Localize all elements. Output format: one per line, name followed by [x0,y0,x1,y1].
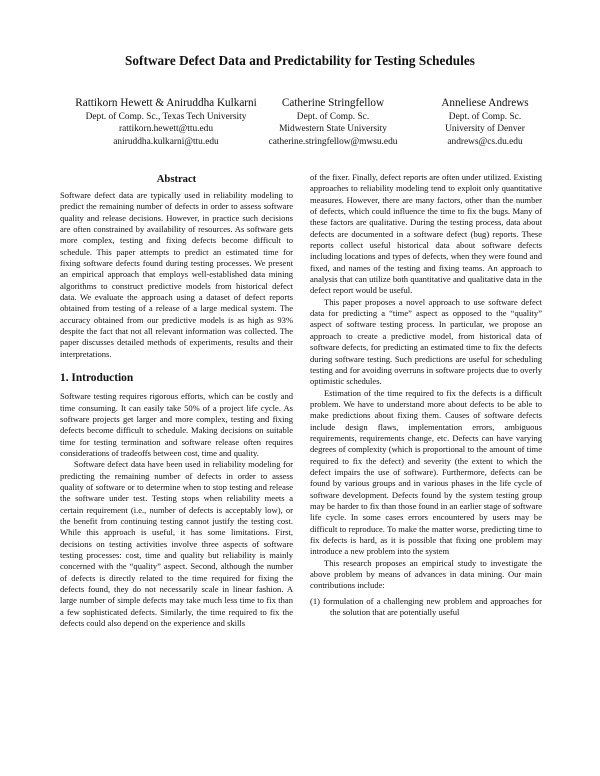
author-affiliation: Midwestern State University [279,124,387,135]
author-email: aniruddha.kulkarni@ttu.edu [113,136,219,147]
abstract-heading: Abstract [156,174,197,185]
abstract-text: Software defect data are typically used in reliability modeling to predict the remaining number of defects in order to assess software quality and release decisions. However, in practice such decisions are often constrained by availability of resources. As software gets more complex, testing and fixing defects become difficult to schedule. This paper attempts to predict an estimated time for fixing software defects found during testing processes. We present an empirical approach that employs well-established data mining algorithms to construct predictive models from historical defect data. We evaluate the approach using a dataset of defect reports obtained from testing of a release of a large medical system. The accuracy obtained from our predictive models is as high as 93% despite the fact that not all relevant information was collected. The paper discusses detailed methods of experiments, results and their interpretations. [60,190,293,359]
author-affiliation: Dept. of Comp. Sc., Texas Tech University [85,112,247,122]
author-name: Rattikorn Hewett & Aniruddha Kulkarni [75,97,257,109]
paper-title: Software Defect Data and Predictability for Testing Schedules [125,53,475,68]
paragraph: Software defect data have been used in reliability modeling for predicting the remaining number of defects in order to assess quality of software or to determine when to stop testing and release the software under test. Testing stops when reliability meets a certain requirement (i.e., number of defects is acceptably low), or the benefit from continuing testing cannot justify the testing cost. While this approach is useful, it has some limitations. First, decisions on testing activities involve three aspects of software testing processes: cost, time and quality but reliability is mainly concerned with the “quality” aspect. Second, although the number of defects is directly related to the time required for fixing the defects found, they do not necessarily scale in linear fashion. A large number of simple defects may take much less time to fix than a few sophisticated defects. Similarly, the time required to fix the defects could also depend on the experience and skills [60,459,293,629]
paragraph: of the fixer. Finally, defect reports are often under utilized. Existing approaches to reliability modeling tend to exploit only quantitative measures. However, there are many factors, other than the number of defects, which could influence the time to fix the bugs. Many of these factors are qualitative. During the testing process, data about defects are documented in a software defect (bug) reports. These reports collect useful historical data about software defects including locations and types of defects, when they were found and fixed, and names of the testing and fixing teams. An approach to analysis that can utilize both quantitative and qualitative data in the defect report would be useful. [310,172,542,296]
author-email: rattikorn.hewett@ttu.edu [118,124,214,135]
author-block-1 [50,96,282,148]
author-email: andrews@cs.du.edu [447,136,523,147]
paragraph: This paper proposes a novel approach to use software defect data for predicting a “time” aspect as opposed to the “quality” aspect of software testing process. In particular, we propose an approach to create a predictive model, from historical data of software defects, for predicting an estimated time to fix the defects during software testing. Such predictions are useful for scheduling testing and for avoiding overruns in software projects due to overly optimistic schedules. [310,296,542,387]
author-affiliation: Dept. of Comp. Sc. [296,112,370,122]
paragraph: Software testing requires rigorous efforts, which can be costly and time consuming. It can easily take 50% of a project life cycle. As software projects get larger and more complex, testing and fixing defects become difficult to schedule. Making decisions on suitable time for testing termination and software release often requires considerations of tradeoffs between cost, time and quality. [60,391,293,458]
author-name: Anneliese Andrews [441,97,529,109]
paragraph: Estimation of the time required to fix the defects is a difficult problem. We have to understand more about defects to be able to make predictions about fixing them. Causes of software defects include design flaws, implementation errors, ambiguous requirements, requirements change, etc. Defects can have varying degrees of complexity (which is proportional to the amount of time required to fix the defect) and severity (the extent to which the defect impairs the use of software). Furthermore, defects can be found by various groups and in various phases in the life cycle of software development. Defects found by the system testing group may be harder to fix than those found in an earlier stage of software life cycle. In some cases errors encountered by users may be difficult to reproduce. To make the matter worse, predicting time to fix defects is hard, as it is possible that fixing one problem may introduce a new problem into the system [310,387,542,557]
section-heading-introduction: 1. Introduction [60,372,134,385]
author-name: Catherine Stringfellow [281,97,385,109]
author-affiliation: Dept. of Comp. Sc. [448,112,522,122]
paragraph: This research proposes an empirical study to investigate the above problem by means of advances in data mining. Our main contributions include: [310,557,542,591]
list-item: (1) formulation of a challenging new problem and approaches for the solution that are potentially useful [310,595,542,618]
author-block-2 [252,96,414,148]
author-block-3 [410,96,560,148]
author-affiliation: University of Denver [445,124,525,135]
right-column [310,172,542,618]
author-email: catherine.stringfellow@mwsu.edu [268,136,398,147]
left-column [60,174,293,629]
